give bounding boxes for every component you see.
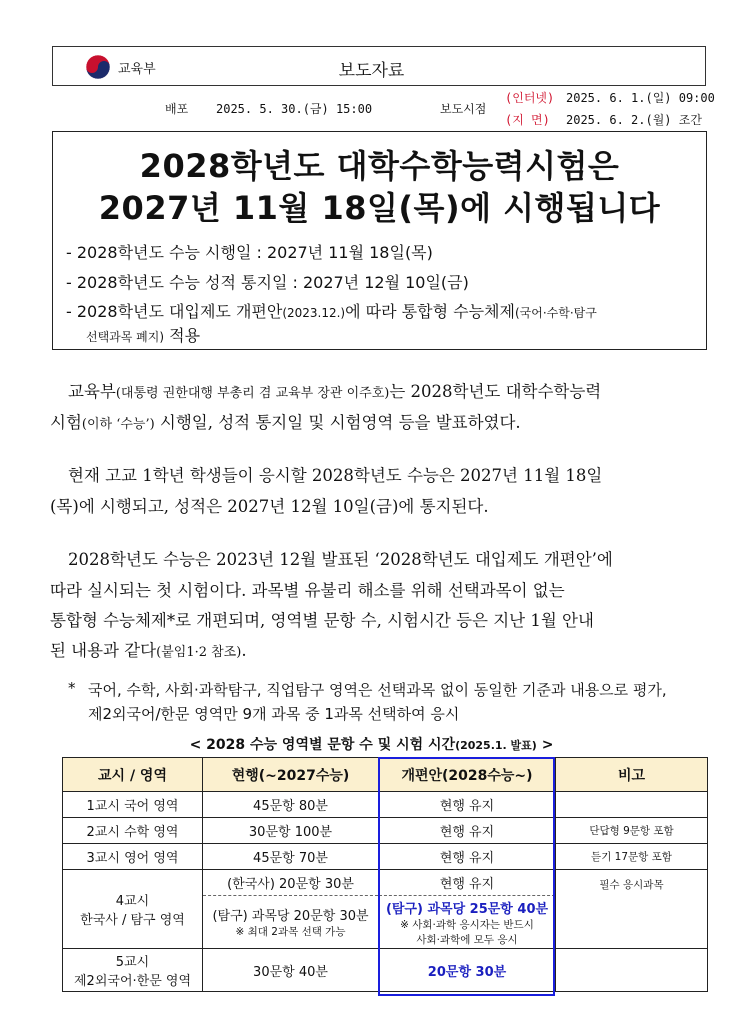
cell-current-inquiry (203, 896, 379, 949)
table-row (63, 870, 708, 896)
cell-area: 3교시 영어 영역 (63, 844, 203, 870)
doc-type: 보도자료 (338, 61, 405, 81)
cell-area: 1교시 국어 영역 (63, 792, 203, 818)
text: 는 2028학년도 대학수학능력 (389, 382, 602, 401)
cell-new: 20문항 30분 (379, 949, 556, 992)
bullet-reform-text: - 2028학년도 대입제도 개편안 (66, 302, 283, 321)
table-header-row (63, 758, 708, 792)
bullet-reform (66, 299, 597, 322)
cell-note: 듣기 17문항 포함 (556, 844, 708, 870)
text: 시험 (50, 413, 82, 432)
title-line-2: 2027년 11월 18일(목)에 시행됩니다 (98, 189, 661, 227)
paragraph-1-line-1 (68, 378, 601, 402)
area-4-line-1: 4교시 (115, 894, 150, 909)
paper-label: (지 면) (505, 113, 550, 127)
cell-area-4 (63, 870, 203, 949)
bullet-reform-paren: (국어·수학·탐구 (514, 306, 597, 320)
cell-current: 30문항 40분 (203, 949, 379, 992)
header-new: 개편안(2028수능~) (379, 758, 556, 792)
cell-new-history: 현행 유지 (379, 870, 556, 896)
distribution-label: 배포 (165, 102, 189, 116)
text-small: (대통령 권한대행 부총리 겸 교육부 장관 이주호) (115, 386, 390, 401)
bullet-exam-date: - 2028학년도 수능 시행일 : 2027년 11월 18일(목) (66, 243, 433, 262)
text: 시행일, 성적 통지일 및 시험영역 등을 발표하였다. (154, 413, 521, 432)
area-4-line-2: 한국사 / 탐구 영역 (80, 913, 185, 928)
paragraph-3-line-3: 통합형 수능체제*로 개편되며, 영역별 문항 수, 시험시간 등은 지난 1월 안내 (50, 611, 594, 630)
cell-current: 30문항 100분 (203, 818, 379, 844)
text: 교육부 (68, 382, 116, 401)
table-row (63, 844, 708, 870)
current-inquiry-note: ※ 최대 2과목 선택 가능 (235, 926, 346, 938)
bullet-reform-date: (2023.12.) (282, 306, 346, 320)
bullet-reform-text-2: 에 따라 통합형 수능체제 (345, 302, 515, 321)
embargo-label: 보도시점 (440, 102, 487, 116)
cell-note (556, 792, 708, 818)
footnote-line-2: 제2외국어/한문 영역만 9개 과목 중 1과목 선택하여 응시 (88, 705, 460, 723)
distribution-time: 2025. 5. 30.(금) 15:00 (216, 102, 373, 116)
footnote-line-1: 국어, 수학, 사회·과학탐구, 직업탐구 영역은 선택과목 없이 동일한 기준과 내용으로 평가, (88, 681, 667, 699)
cell-current: 45문항 70분 (203, 844, 379, 870)
table-row (63, 949, 708, 992)
cell-new-inquiry (379, 896, 556, 949)
cell-new: 현행 유지 (379, 844, 556, 870)
area-5-line-1: 5교시 (115, 955, 150, 970)
cell-current-history: (한국사) 20문항 30분 (203, 870, 379, 896)
org-name: 교육부 (118, 62, 156, 77)
table-caption (0, 734, 743, 754)
cell-area: 2교시 수학 영역 (63, 818, 203, 844)
caption-date: (2025.1. 발표) (455, 739, 537, 752)
bullet-score-date: - 2028학년도 수능 성적 통지일 : 2027년 12월 10일(금) (66, 273, 469, 292)
exam-table (62, 757, 708, 992)
cell-new: 현행 유지 (379, 818, 556, 844)
header-area: 교시 / 영역 (63, 758, 203, 792)
cell-current: 45문항 80분 (203, 792, 379, 818)
cell-new: 현행 유지 (379, 792, 556, 818)
title-line-1: 2028학년도 대학수학능력시험은 (139, 147, 620, 185)
cell-note (556, 949, 708, 992)
paragraph-2-line-2: (목)에 시행되고, 성적은 2027년 12월 10일(금)에 통지된다. (50, 497, 489, 516)
paragraph-3-line-1: 2028학년도 수능은 2023년 12월 발표된 ‘2028학년도 대입제도 개편안’에 (68, 550, 613, 569)
caption-end: > (536, 737, 554, 753)
footnote-mark: * (68, 679, 76, 697)
new-inquiry-text: (탐구) 과목당 25문항 40분 (385, 901, 549, 917)
text: . (241, 641, 247, 660)
internet-time: 2025. 6. 1.(일) 09:00 (566, 91, 715, 105)
bullet-reform-cont-text: 적용 (164, 326, 201, 345)
caption-text: < 2028 수능 영역별 문항 수 및 시험 시간 (189, 737, 456, 753)
header-current: 현행(~2027수능) (203, 758, 379, 792)
header-note: 비고 (556, 758, 708, 792)
text-small: (이하 ‘수능’) (81, 417, 155, 432)
paragraph-1-line-2 (50, 409, 521, 433)
paragraph-2-line-1: 현재 고교 1학년 학생들이 응시할 2028학년도 수능은 2027년 11월 18일 (68, 466, 603, 485)
current-inquiry-text: (탐구) 과목당 20문항 30분 (212, 909, 369, 924)
cell-area-5 (63, 949, 203, 992)
paper-time: 2025. 6. 2.(월) 조간 (566, 113, 702, 127)
bullet-reform-cont (86, 323, 200, 346)
internet-label: (인터넷) (505, 91, 555, 105)
area-5-line-2: 제2외국어·한문 영역 (74, 974, 191, 989)
table-row (63, 818, 708, 844)
bullet-reform-cont-paren: 선택과목 폐지) (86, 330, 165, 344)
cell-note: 단답형 9문항 포함 (556, 818, 708, 844)
new-inquiry-note-1: ※ 사회·과학 응시자는 반드시 (400, 918, 534, 931)
text: 된 내용과 같다 (50, 641, 157, 660)
cell-note-history: 필수 응시과목 (556, 870, 708, 949)
text-small: (붙임1·2 참조) (156, 645, 242, 660)
table-row (63, 792, 708, 818)
paragraph-3-line-2: 따라 실시되는 첫 시험이다. 과목별 유불리 해소를 위해 선택과목이 없는 (50, 581, 565, 600)
new-inquiry-note-2: 사회·과학에 모두 응시 (416, 933, 518, 946)
paragraph-3-line-4 (50, 637, 247, 661)
